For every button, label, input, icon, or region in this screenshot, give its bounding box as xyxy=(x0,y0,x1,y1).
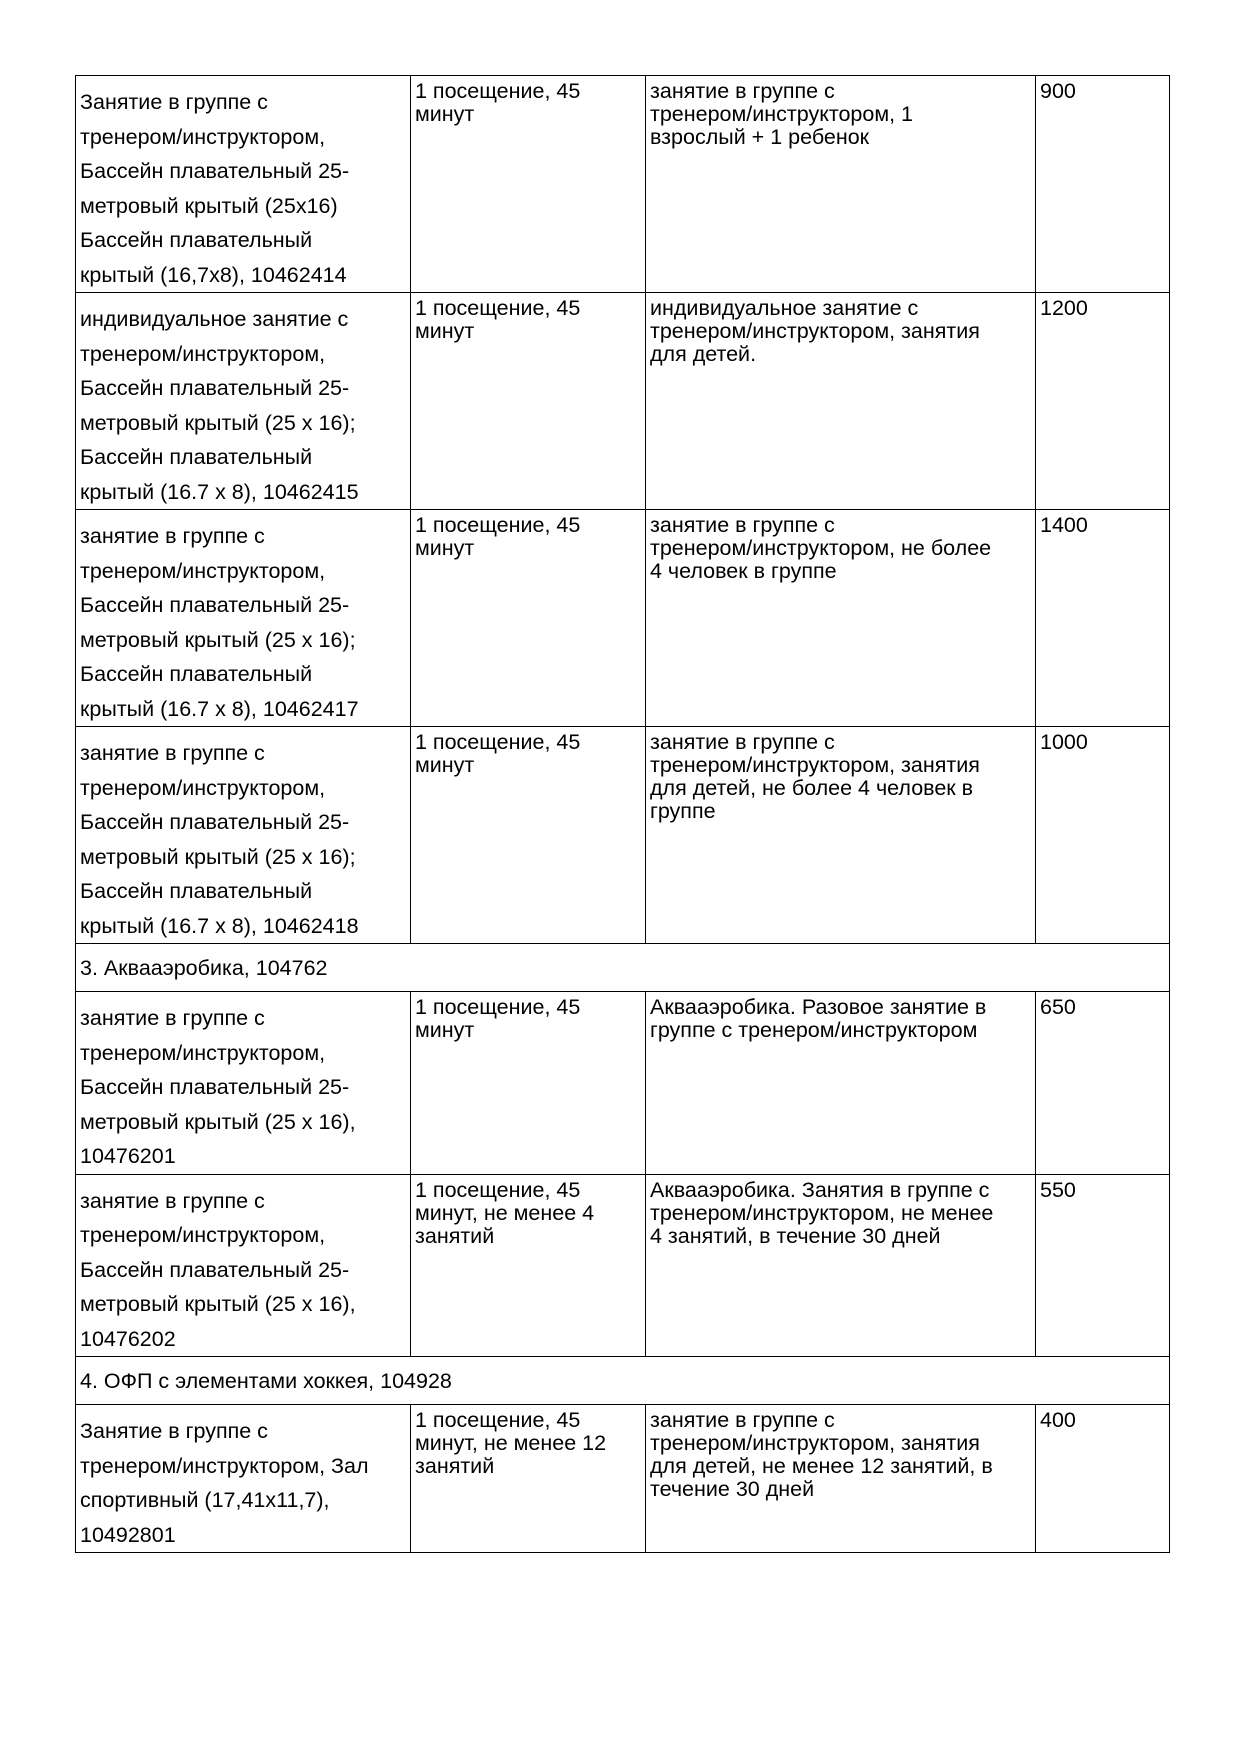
unit-text: 1 посещение, 45 минут, не менее 12 занятий xyxy=(415,1408,607,1478)
table-row xyxy=(76,727,1170,944)
table-row xyxy=(76,76,1170,293)
service-cell xyxy=(76,510,411,727)
description-cell xyxy=(646,76,1036,293)
description-cell xyxy=(646,992,1036,1175)
price-cell xyxy=(1036,1174,1170,1357)
section-cell xyxy=(76,944,1170,992)
service-cell xyxy=(76,727,411,944)
description-cell xyxy=(646,1405,1036,1553)
unit-text: 1 посещение, 45 минут, не менее 4 занятий xyxy=(415,1177,595,1248)
unit-text: 1 посещение, 45 минут xyxy=(415,730,581,777)
unit-text: 1 посещение, 45 минут xyxy=(415,79,581,126)
price-value: 900 xyxy=(1040,79,1076,103)
unit-cell xyxy=(411,727,646,944)
price-value: 400 xyxy=(1040,1408,1076,1432)
description-text: занятие в группе с тренером/инструктором, занятия для детей, не менее 12 занятий, в течение 30 дней xyxy=(650,1408,993,1501)
unit-cell xyxy=(411,1405,646,1553)
description-cell xyxy=(646,727,1036,944)
price-cell xyxy=(1036,992,1170,1175)
service-name: занятие в группе с тренером/инструктором, Бассейн плавательный 25- метровый крытый (25 x 16); Бассейн плавательный крытый (16.7 x 8), 10462418 xyxy=(80,741,359,938)
section-row xyxy=(76,1357,1170,1405)
service-cell xyxy=(76,293,411,510)
section-row xyxy=(76,944,1170,992)
section-title: 3. Аквааэробика, 104762 xyxy=(80,955,328,980)
description-cell xyxy=(646,293,1036,510)
price-cell xyxy=(1036,510,1170,727)
unit-cell xyxy=(411,992,646,1175)
unit-text: 1 посещение, 45 минут xyxy=(415,296,581,343)
price-table xyxy=(75,75,1170,1553)
unit-text: 1 посещение, 45 минут xyxy=(415,513,581,560)
service-cell xyxy=(76,1405,411,1553)
service-cell xyxy=(76,1174,411,1357)
description-text: занятие в группе с тренером/инструктором, занятия для детей, не более 4 человек в группе xyxy=(650,730,980,823)
unit-cell xyxy=(411,510,646,727)
description-text: Аквааэробика. Занятия в группе с тренером/инструктором, не менее 4 занятий, в течение 30 дней xyxy=(650,1177,994,1248)
table-row xyxy=(76,293,1170,510)
description-text: занятие в группе с тренером/инструктором, не более 4 человек в группе xyxy=(650,513,992,583)
price-value: 1200 xyxy=(1040,296,1088,320)
price-cell xyxy=(1036,1405,1170,1553)
table-row xyxy=(76,1405,1170,1553)
service-name: занятие в группе с тренером/инструктором, Бассейн плавательный 25- метровый крытый (25 x 16); Бассейн плавательный крытый (16.7 x 8), 10462417 xyxy=(80,524,359,721)
unit-cell xyxy=(411,76,646,293)
service-name: Занятие в группе с тренером/инструктором, Бассейн плавательный 25- метровый крытый (25х16) Бассейн плавательный крытый (16,7х8), 10462414 xyxy=(80,90,350,287)
description-cell xyxy=(646,510,1036,727)
service-cell xyxy=(76,992,411,1175)
unit-cell xyxy=(411,293,646,510)
table-row xyxy=(76,1174,1170,1357)
service-name: занятие в группе с тренером/инструктором, Бассейн плавательный 25- метровый крытый (25 x 16), 10476201 xyxy=(80,1006,356,1168)
price-value: 650 xyxy=(1040,995,1076,1019)
price-cell xyxy=(1036,76,1170,293)
price-cell xyxy=(1036,293,1170,510)
description-text: индивидуальное занятие с тренером/инструктором, занятия для детей. xyxy=(650,296,980,366)
price-value: 550 xyxy=(1040,1177,1076,1202)
table-row xyxy=(76,510,1170,727)
description-cell xyxy=(646,1174,1036,1357)
unit-cell xyxy=(411,1174,646,1357)
description-text: Аквааэробика. Разовое занятие в группе с тренером/инструктором xyxy=(650,995,987,1042)
unit-text: 1 посещение, 45 минут xyxy=(415,995,581,1042)
price-value: 1400 xyxy=(1040,513,1088,537)
price-value: 1000 xyxy=(1040,730,1088,754)
service-name: Занятие в группе с тренером/инструктором, Зал спортивный (17,41х11,7), 10492801 xyxy=(80,1419,369,1547)
table-row xyxy=(76,992,1170,1175)
service-cell xyxy=(76,76,411,293)
section-cell xyxy=(76,1357,1170,1405)
price-cell xyxy=(1036,727,1170,944)
section-title: 4. ОФП с элементами хоккея, 104928 xyxy=(80,1368,452,1393)
service-name: индивидуальное занятие с тренером/инструктором, Бассейн плавательный 25- метровый крытый (25 x 16); Бассейн плавательный крытый (16.7 x 8), 10462415 xyxy=(80,307,359,504)
service-name: занятие в группе с тренером/инструктором, Бассейн плавательный 25- метровый крытый (25 x 16), 10476202 xyxy=(80,1188,356,1351)
description-text: занятие в группе с тренером/инструктором, 1 взрослый + 1 ребенок xyxy=(650,79,914,149)
